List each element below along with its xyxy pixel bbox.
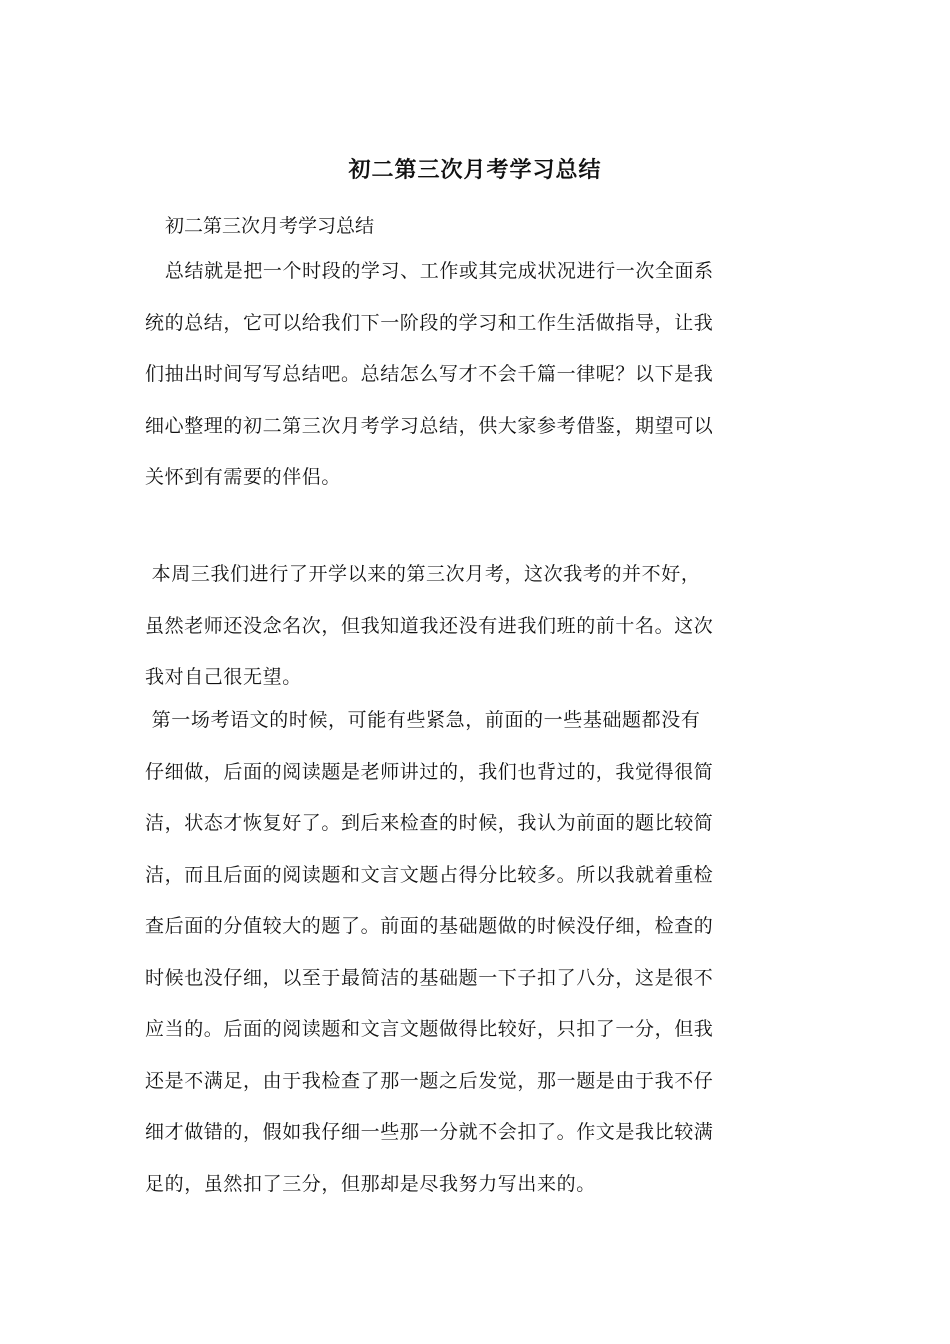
document-subtitle: 初二第三次月考学习总结 (165, 215, 375, 237)
paragraph-line: 统的总结，它可以给我们下一阶段的学习和工作生活做指导，让我 (145, 311, 714, 334)
paragraph-line: 时候也没仔细，以至于最简洁的基础题一下子扣了八分，这是很不 (145, 966, 714, 989)
paragraph-line: 应当的。后面的阅读题和文言文题做得比较好，只扣了一分，但我 (145, 1018, 714, 1040)
paragraph-line: 洁，而且后面的阅读题和文言文题占得分比较多。所以我就着重检 (145, 863, 714, 886)
paragraph-line: 查后面的分值较大的题了。前面的基础题做的时候没仔细，检查的 (145, 915, 714, 937)
paragraph-line: 洁，状态才恢复好了。到后来检查的时候，我认为前面的题比较简 (145, 812, 714, 834)
paragraph-line: 仔细做，后面的阅读题是老师讲过的，我们也背过的，我觉得很简 (145, 760, 714, 783)
paragraph-exam-result (145, 549, 815, 704)
document-title: 初二第三次月考学习总结 (348, 157, 602, 183)
paragraph-line: 们抽出时间写写总结吧。总结怎么写才不会千篇一律呢？以下是我 (145, 363, 714, 385)
paragraph-line: 关怀到有需要的伴侣。 (145, 466, 342, 488)
paragraph-line: 细才做错的，假如我仔细一些那一分就不会扣了。作文是我比较满 (145, 1121, 714, 1143)
paragraph-line: 第一场考语文的时候，可能有些紧急，前面的一些基础题都没有 (145, 709, 701, 731)
paragraph-line: 我对自己很无望。 (145, 666, 302, 688)
paragraph-chinese-exam (145, 695, 815, 1210)
paragraph-intro (145, 246, 815, 504)
paragraph-line: 本周三我们进行了开学以来的第三次月考，这次我考的并不好， (145, 563, 701, 585)
paragraph-line: 还是不满足，由于我检查了那一题之后发觉，那一题是由于我不仔 (145, 1069, 714, 1092)
paragraph-line: 细心整理的初二第三次月考学习总结，供大家参考借鉴，期望可以 (145, 414, 714, 437)
paragraph-line: 足的，虽然扣了三分，但那却是尽我努力写出来的。 (145, 1172, 596, 1195)
paragraph-line: 虽然老师还没念名次，但我知道我还没有进我们班的前十名。这次 (145, 614, 714, 637)
paragraph-line: 总结就是把一个时段的学习、工作或其完成状况进行一次全面系 (145, 260, 714, 282)
